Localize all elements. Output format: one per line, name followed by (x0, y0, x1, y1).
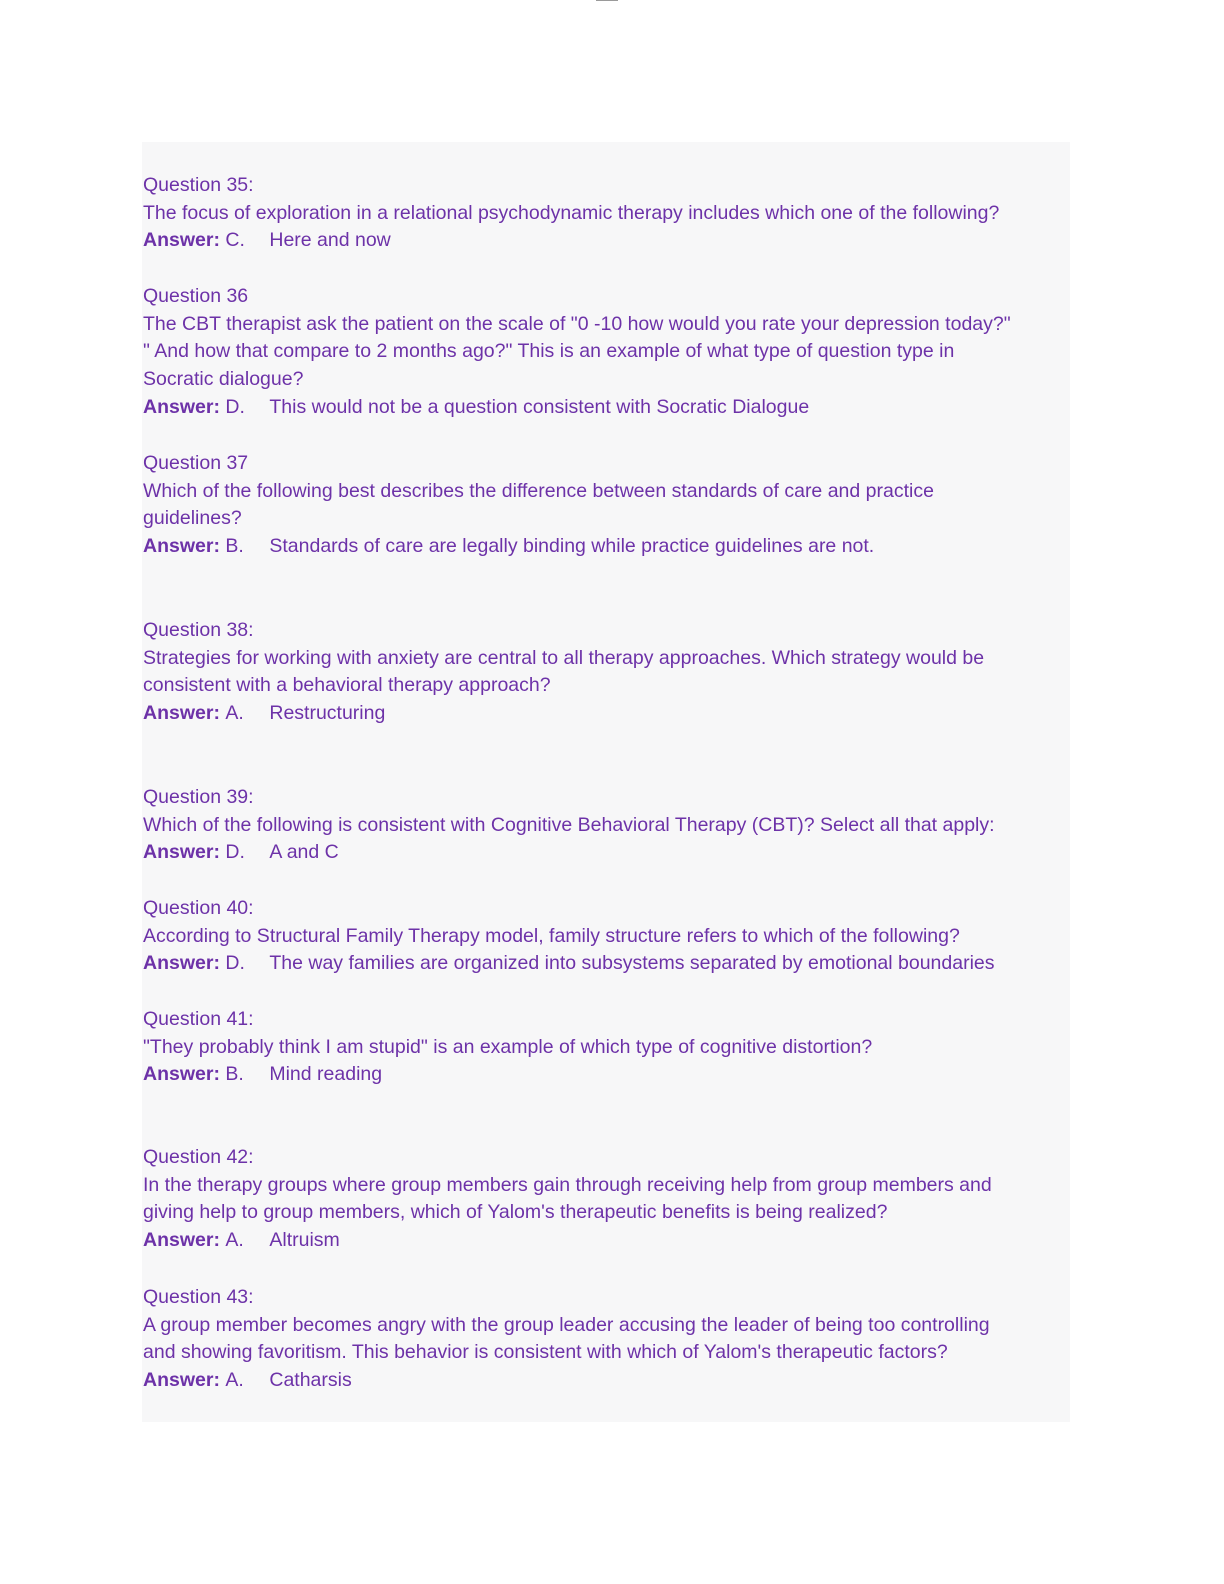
answer-text: Mind reading (269, 1063, 383, 1086)
answer-line (143, 950, 1068, 978)
question-text-line: "They probably think I am stupid" is an example of which type of cognitive distortion? (143, 1035, 873, 1058)
question-text-line: " And how that compare to 2 months ago?" This is an example of what type of question type in (143, 340, 955, 363)
question-heading: Question 35: (143, 174, 254, 196)
answer-label: Answer: (143, 841, 220, 864)
answer-letter: A. (225, 702, 244, 725)
answer-line (143, 1367, 1068, 1395)
answer-text: This would not be a question consistent with Socratic Dialogue (269, 395, 810, 418)
question-text-line: Which of the following best describes the difference between standards of care and practice (143, 479, 934, 502)
answer-text: Catharsis (269, 1369, 352, 1392)
question-block-43 (143, 1284, 1068, 1395)
answer-line (143, 839, 1068, 867)
question-text-line: giving help to group members, which of Yalom's therapeutic benefits is being realized? (143, 1201, 888, 1224)
answer-text: The way families are organized into subsystems separated by emotional boundaries (269, 952, 995, 975)
answer-letter: D. (225, 395, 245, 418)
question-text (143, 1034, 1068, 1062)
question-text-line: Strategies for working with anxiety are central to all therapy approaches. Which strategy would be (143, 646, 985, 669)
question-text (143, 200, 1068, 228)
answer-letter: D. (225, 952, 245, 975)
question-block-36 (143, 283, 1068, 422)
answer-label: Answer: (143, 1229, 220, 1252)
question-text (143, 1172, 1068, 1227)
question-heading: Question 41: (143, 1008, 254, 1030)
question-text (143, 645, 1068, 700)
question-text-line: guidelines? (143, 507, 242, 530)
answer-label: Answer: (143, 952, 220, 975)
answer-line (143, 227, 1068, 255)
answer-letter: B. (225, 535, 244, 558)
answer-letter: D. (225, 841, 245, 864)
question-heading: Question 36 (143, 285, 249, 307)
question-text (143, 923, 1068, 951)
answer-letter: B. (225, 1063, 244, 1086)
question-block-42 (143, 1144, 1068, 1255)
answer-label: Answer: (143, 395, 220, 418)
answer-text: A and C (269, 841, 339, 864)
question-block-38 (143, 617, 1068, 728)
question-heading: Question 40: (143, 897, 254, 919)
question-heading: Question 42: (143, 1146, 254, 1168)
answer-letter: A. (225, 1369, 244, 1392)
question-block-35 (143, 172, 1068, 255)
question-heading: Question 43: (143, 1286, 254, 1308)
answer-label: Answer: (143, 1063, 220, 1086)
answer-line (143, 1061, 1068, 1089)
question-text-line: According to Structural Family Therapy model, family structure refers to which of the following? (143, 924, 960, 947)
question-heading: Question 37 (143, 452, 249, 474)
question-text-line: Socratic dialogue? (143, 368, 304, 391)
question-text-line: In the therapy groups where group members gain through receiving help from group members and (143, 1173, 992, 1196)
question-block-41 (143, 1006, 1068, 1089)
answer-label: Answer: (143, 702, 220, 725)
question-heading: Question 39: (143, 786, 254, 808)
page-header-mark (596, 0, 618, 2)
question-text-line: consistent with a behavioral therapy approach? (143, 674, 551, 697)
answer-text: Here and now (269, 229, 391, 252)
question-block-40 (143, 895, 1068, 978)
answer-label: Answer: (143, 229, 220, 252)
answer-letter: A. (225, 1229, 244, 1252)
answer-text: Altruism (269, 1229, 340, 1252)
question-heading: Question 38: (143, 619, 254, 641)
question-text-line: Which of the following is consistent with Cognitive Behavioral Therapy (CBT)? Select all that apply: (143, 813, 995, 836)
question-text-line: The CBT therapist ask the patient on the scale of "0 -10 how would you rate your depression today?" (143, 312, 1011, 335)
answer-line (143, 394, 1068, 422)
answer-label: Answer: (143, 1369, 220, 1392)
question-text (143, 1312, 1068, 1367)
question-text (143, 311, 1068, 394)
question-block-39 (143, 784, 1068, 867)
question-text-line: The focus of exploration in a relational psychodynamic therapy includes which one of the following? (143, 201, 1000, 224)
answer-text: Standards of care are legally binding while practice guidelines are not. (269, 535, 875, 558)
question-block-37 (143, 450, 1068, 561)
question-text-line: A group member becomes angry with the group leader accusing the leader of being too controlling (143, 1313, 990, 1336)
answer-text: Restructuring (269, 702, 386, 725)
answer-line (143, 533, 1068, 561)
answer-letter: C. (225, 229, 245, 252)
question-text-line: and showing favoritism. This behavior is consistent with which of Yalom's therapeutic factors? (143, 1341, 948, 1364)
answer-line (143, 700, 1068, 728)
answer-line (143, 1227, 1068, 1255)
question-text (143, 812, 1068, 840)
question-text (143, 478, 1068, 533)
answer-label: Answer: (143, 535, 220, 558)
